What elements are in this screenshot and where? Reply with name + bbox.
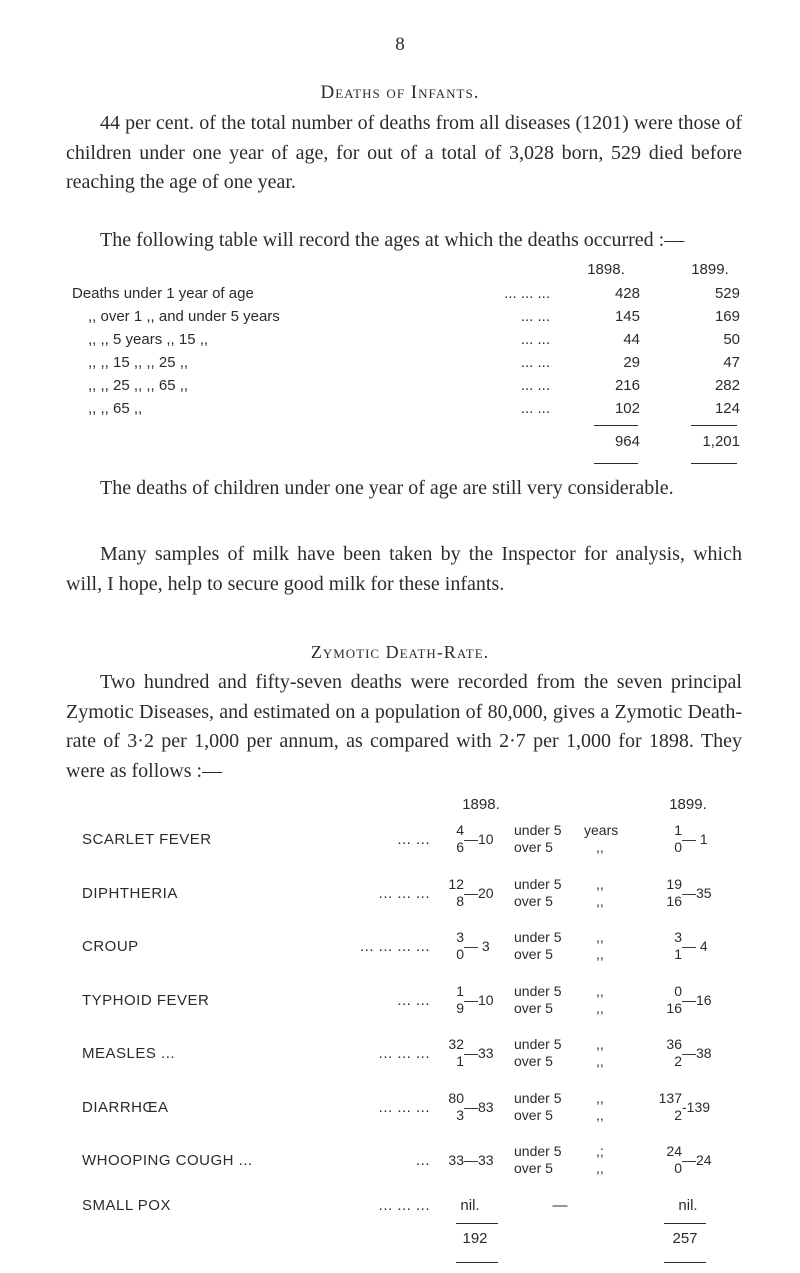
under5-1898: 33 xyxy=(448,1152,464,1168)
infant-row-label: ,, ,, 5 years ,, 15 ,, xyxy=(88,331,209,348)
page-number: 8 xyxy=(395,34,405,55)
over5-1898: 6 xyxy=(456,839,464,855)
infant-value-1898: 29 xyxy=(623,354,640,371)
over5-1899: 0 xyxy=(674,839,682,855)
zymotic-rule-1899-top xyxy=(664,1223,706,1224)
under5-1899: 19 xyxy=(666,875,682,892)
over5-label: over 5 xyxy=(514,839,553,855)
under5-1899: 36 xyxy=(666,1036,682,1052)
zymotic-col-1898: 1898. xyxy=(462,796,500,813)
disease-name: DIARRHŒA xyxy=(82,1098,169,1116)
over5-1899: 1 xyxy=(674,946,682,962)
under5-unit: years xyxy=(584,822,619,838)
infant-col-1898: 1898. xyxy=(587,261,625,278)
disease-name: TYPHOID FEVER xyxy=(82,991,210,1009)
paragraph-milk-samples: Many samples of milk have been taken by the Inspector for analysis, which will, I hope, help to secure good milk for these infants. xyxy=(66,543,742,595)
infant-row-dots: ... ... xyxy=(520,377,550,394)
smallpox-1899: nil. xyxy=(678,1197,698,1214)
under5-label: under 5 xyxy=(514,1089,562,1106)
infant-col-1899: 1899. xyxy=(691,261,729,278)
zymotic-total-1898: 192 xyxy=(462,1230,488,1247)
infant-row-dots: ... ... ... xyxy=(504,285,550,302)
disease-name: WHOOPING COUGH ... xyxy=(82,1152,253,1169)
zymotic-col-1899: 1899. xyxy=(669,796,707,813)
over5-1899: 0 xyxy=(674,1160,682,1176)
total-1899: — 4 xyxy=(682,938,708,954)
infant-value-1898: 44 xyxy=(623,331,640,348)
infant-row-dots: ... ... xyxy=(520,331,550,348)
over5-unit: ,, xyxy=(596,1106,604,1123)
under5-1899: 0 xyxy=(674,982,682,999)
disease-dots: ... ... xyxy=(397,831,430,848)
under5-label: under 5 xyxy=(514,1143,562,1159)
over5-1898: 9 xyxy=(456,999,464,1016)
over5-1899: 16 xyxy=(666,999,682,1016)
infant-rule-1899-bottom xyxy=(691,463,737,464)
disease-dots: ... ... xyxy=(397,991,430,1009)
disease-name: MEASLES ... xyxy=(82,1045,176,1062)
over5-unit: ,, xyxy=(596,892,604,909)
total-1898: —83 xyxy=(464,1098,494,1115)
disease-dots: ... xyxy=(415,1152,430,1169)
over5-label: over 5 xyxy=(514,892,553,909)
infant-rule-1898-top xyxy=(594,425,638,426)
under5-1898: 4 xyxy=(456,822,464,838)
infant-value-1898: 216 xyxy=(614,377,640,394)
total-1898: —10 xyxy=(464,831,494,847)
under5-1898: 80 xyxy=(448,1089,464,1106)
over5-label: over 5 xyxy=(514,1160,553,1176)
disease-name: CROUP xyxy=(82,938,139,955)
infant-row-dots: ... ... xyxy=(520,354,550,371)
over5-unit: ,, xyxy=(596,839,604,855)
infant-value-1899: 50 xyxy=(723,331,740,348)
infant-row-dots: ... ... xyxy=(520,400,550,417)
under5-label: under 5 xyxy=(514,982,562,999)
disease-dots: ... ... ... xyxy=(378,1098,430,1116)
over5-label: over 5 xyxy=(514,946,553,962)
under5-1899: 137 xyxy=(658,1089,682,1106)
total-1898: —10 xyxy=(464,991,494,1008)
infant-total-1898: 964 xyxy=(614,433,640,450)
under5-unit: ,, xyxy=(596,875,604,892)
over5-1898: 0 xyxy=(456,946,464,962)
over5-unit: ,, xyxy=(596,1160,604,1176)
total-1899: — 1 xyxy=(682,831,708,847)
infant-row-label: ,, ,, 15 ,, ,, 25 ,, xyxy=(88,354,189,371)
over5-unit: ,, xyxy=(596,1053,604,1069)
infant-value-1899: 169 xyxy=(714,308,740,325)
zymotic-rule-1898-bottom xyxy=(456,1262,498,1263)
total-1899: —35 xyxy=(682,884,712,901)
under5-1898: 32 xyxy=(448,1036,464,1052)
infant-value-1899: 529 xyxy=(714,285,740,302)
infant-rule-1898-bottom xyxy=(594,463,638,464)
under5-unit: ,, xyxy=(596,1036,604,1052)
under5-label: under 5 xyxy=(514,822,562,838)
under5-1899: 1 xyxy=(674,822,682,838)
infant-row-dots: ... ... xyxy=(520,308,550,325)
total-1899: —38 xyxy=(682,1045,712,1061)
under5-1899: 24 xyxy=(666,1143,682,1159)
disease-name: SCARLET FEVER xyxy=(82,831,212,848)
infant-value-1899: 124 xyxy=(714,400,740,417)
disease-dots: ... ... ... ... xyxy=(359,938,430,955)
over5-unit: ,, xyxy=(596,999,604,1016)
under5-1898: 1 xyxy=(456,982,464,999)
over5-1898: 1 xyxy=(456,1053,464,1069)
total-1898: —20 xyxy=(464,884,494,901)
infant-rule-1899-top xyxy=(691,425,737,426)
disease-name: DIPHTHERIA xyxy=(82,884,178,902)
disease-name: SMALL POX xyxy=(82,1197,171,1214)
paragraph-zymotic-rate: Two hundred and fifty-seven deaths were recorded from the seven principal Zymotic Diseases, and estimated on a population of 80,000, gives a Zymotic Death-rate of 3·2 per 1,000 per annum, as compared with 2·7 per 1,000 for 1898. They were as follows :— xyxy=(66,671,742,782)
disease-dots: ... ... ... xyxy=(378,1197,430,1214)
disease-dots: ... ... ... xyxy=(378,884,430,902)
infant-value-1898: 145 xyxy=(614,308,640,325)
infant-value-1899: 282 xyxy=(714,377,740,394)
infant-row-label: ,, ,, 65 ,, xyxy=(88,400,143,417)
infant-row-label: Deaths under 1 year of age xyxy=(72,285,254,302)
zymotic-rule-1898-top xyxy=(456,1223,498,1224)
over5-1899: 16 xyxy=(666,892,682,909)
total-1899: -139 xyxy=(682,1098,711,1115)
over5-label: over 5 xyxy=(514,1106,553,1123)
under5-label: under 5 xyxy=(514,875,562,892)
under5-unit: ,, xyxy=(596,982,604,999)
infant-value-1899: 47 xyxy=(723,354,740,371)
over5-1898: 8 xyxy=(456,892,464,909)
total-1898: —33 xyxy=(464,1152,494,1168)
over5-unit: ,, xyxy=(596,946,604,962)
zymotic-heading: Zymotic Death-Rate. xyxy=(310,642,490,662)
zymotic-rule-1899-bottom xyxy=(664,1262,706,1263)
under5-1898: 12 xyxy=(448,875,464,892)
over5-label: over 5 xyxy=(514,1053,553,1069)
disease-dots: ... ... ... xyxy=(378,1045,430,1062)
under5-label: under 5 xyxy=(514,929,562,945)
infant-total-1899: 1,201 xyxy=(702,433,740,450)
over5-label: over 5 xyxy=(514,999,553,1016)
paragraph-infant-considerable: The deaths of children under one year of age are still very considerable. xyxy=(100,477,674,499)
under5-1899: 3 xyxy=(674,929,682,945)
infant-value-1898: 428 xyxy=(614,285,640,302)
under5-1898: 3 xyxy=(456,929,464,945)
total-1898: —33 xyxy=(464,1045,494,1061)
total-1899: —16 xyxy=(682,991,712,1008)
under5-unit: ,, xyxy=(596,929,604,945)
total-1898: — 3 xyxy=(464,938,490,954)
infant-deaths-heading: Deaths of Infants. xyxy=(320,82,480,103)
under5-label: under 5 xyxy=(514,1036,562,1052)
infant-row-label: ,, over 1 ,, and under 5 years xyxy=(88,308,280,325)
smallpox-dash: — xyxy=(552,1197,568,1214)
over5-1899: 2 xyxy=(674,1053,682,1069)
smallpox-1898: nil. xyxy=(460,1197,480,1214)
paragraph-infant-percentage: 44 per cent. of the total number of deaths from all diseases (1201) were those of children under one year of age, for out of a total of 3,028 born, 529 died before reaching the age of one year. xyxy=(66,112,742,193)
under5-unit: ,, xyxy=(596,1089,604,1106)
infant-value-1898: 102 xyxy=(614,400,640,417)
over5-1898: 3 xyxy=(456,1106,464,1123)
infant-row-label: ,, ,, 25 ,, ,, 65 ,, xyxy=(88,377,189,394)
under5-unit: ,; xyxy=(596,1143,604,1159)
paragraph-table-intro: The following table will record the ages at which the deaths occurred :— xyxy=(100,229,685,251)
over5-1899: 2 xyxy=(674,1106,682,1123)
zymotic-total-1899: 257 xyxy=(672,1230,698,1247)
total-1899: —24 xyxy=(682,1152,712,1168)
